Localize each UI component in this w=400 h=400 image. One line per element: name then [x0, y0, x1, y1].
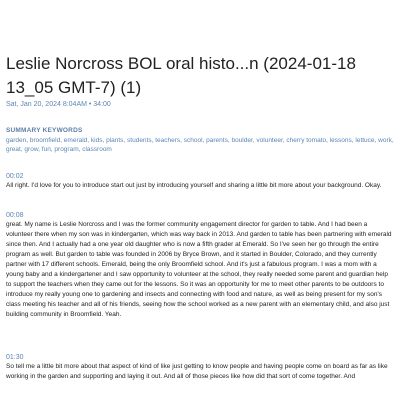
transcript-paragraph: All right. I'd love for you to introduce start out just by introducing yourself and sharing a little bit more about your background. Okay. — [6, 182, 382, 189]
document-page — [6, 0, 394, 400]
transcript-paragraph: So tell me a little bit more about that aspect of kind of like just getting to know people and having people come on board as far as like working in the garden and supporting and laying it out. And all of those pieces like how did that sort of come together. And — [6, 363, 388, 380]
timestamp[interactable]: 00:02 — [6, 173, 24, 180]
keywords-heading: SUMMARY KEYWORDS — [6, 127, 83, 134]
keywords-list: garden, broomfield, emerald, kids, plants, students, teachers, school, parents, boulder, volunteer, cherry tomato, lessons, lettuce, work, great, grow, fun, program, classroom — [6, 137, 394, 153]
timestamp[interactable]: 00:08 — [6, 212, 24, 219]
document-meta: Sat, Jan 20, 2024 8:04AM • 34:00 — [6, 101, 111, 108]
document-title: Leslie Norcross BOL oral histo...n (2024-01-18 13_05 GMT-7) (1) — [6, 54, 356, 97]
timestamp[interactable]: 01:30 — [6, 354, 24, 361]
transcript-paragraph: great. My name is Leslie Norcross and I was the former community engagement director for garden to table. And I had been a volunteer there when my son was in kindergarten, which was way back in 2013. And garden to table has been partnering with emerald since then. And I actually had a one year old daughter who is now a fifth grader at Emerald. So I've seen her go through the entire program as well. But garden to table was founded in 2006 by Bryce Brown, and it started in Boulder, Colorado, and they currently partner with 17 different schools. Emerald, being the only Broomfield school. And it's just a fabulous program. I was a mom with a young baby and a kindergartener and I saw opportunity to volunteer at the school, they really needed some parent and guardian help to support the teachers when they came out for the lessons. So it was an opportunity for me to meet other parents to be outdoors to introduce my really young one to gardening and insects and connecting with food and nature, as well as being present for my son's class meeting his teacher and all of his friends, seeing how the school worked as a new parent with an elementary child, and also just building community in Broomfield. Yeah. — [6, 221, 392, 318]
